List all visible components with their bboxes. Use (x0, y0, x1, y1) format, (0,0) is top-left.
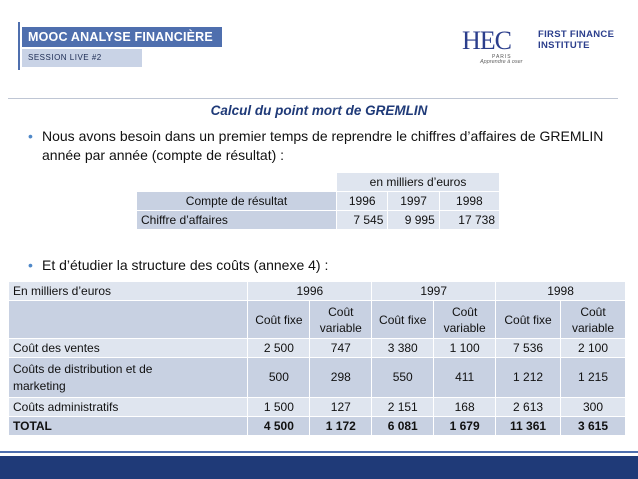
revenue-empty-cell (137, 173, 337, 192)
row-label-total: TOTAL (9, 417, 248, 436)
revenue-value-1997: 9 995 (388, 211, 439, 230)
footer-bar (0, 456, 638, 479)
costs-fixed-1998: Coût fixe (496, 301, 561, 339)
revenue-unit-cell: en milliers d’euros (337, 173, 500, 192)
costs-variable-1998-line1: Coût (580, 304, 606, 319)
cell-value: 300 (561, 398, 626, 417)
row-label-distribution-marketing (9, 358, 248, 398)
logo-ffi-line2: INSTITUTE (538, 40, 590, 51)
row-label-distribution-line1: Coûts de distribution et de (13, 361, 153, 376)
costs-year-1996: 1996 (248, 282, 372, 301)
cell-value: 1 679 (434, 417, 496, 436)
revenue-value-1996: 7 545 (337, 211, 388, 230)
slide-header (0, 0, 638, 80)
costs-variable-1997-line1: Coût (451, 304, 478, 319)
header-divider (8, 98, 618, 99)
costs-unit-cell: En milliers d’euros (9, 282, 248, 301)
revenue-year-1998: 1998 (439, 192, 499, 211)
logo-ffi-line1: FIRST FINANCE (538, 29, 615, 40)
hec-ffi-logo (462, 26, 622, 70)
costs-variable-1998-line2: variable (571, 320, 615, 335)
table-row-total (9, 417, 626, 436)
costs-variable-1996 (310, 301, 372, 339)
bullet-dot-icon: • (28, 128, 33, 144)
cell-value: 3 380 (372, 339, 434, 358)
row-label-cost-of-sales: Coût des ventes (9, 339, 248, 358)
cell-value: 550 (372, 358, 434, 398)
table-row (9, 398, 626, 417)
bullet-revenue (28, 127, 622, 165)
footer-accent-line (0, 451, 638, 453)
revenue-year-1996: 1996 (337, 192, 388, 211)
row-label-admin-costs: Coûts administratifs (9, 398, 248, 417)
bullet-revenue-text: Nous avons besoin dans un premier temps de reprendre le chiffres d’affaires de GREMLIN année par année (compte de résultat) : (42, 128, 604, 163)
costs-variable-1996-line2: variable (319, 320, 362, 335)
row-label-distribution-line2: marketing (13, 378, 66, 393)
cell-value: 411 (434, 358, 496, 398)
header-accent-rule (18, 22, 20, 70)
revenue-row-label: Chiffre d’affaires (137, 211, 337, 230)
costs-variable-1996-line1: Coût (328, 304, 354, 319)
cell-value: 127 (310, 398, 372, 417)
costs-year-row (9, 282, 626, 301)
cell-value: 2 613 (496, 398, 561, 417)
revenue-year-1997: 1997 (388, 192, 439, 211)
cell-value: 2 500 (248, 339, 310, 358)
logo-tagline: Apprendre à oser (480, 59, 523, 65)
cell-value: 2 100 (561, 339, 626, 358)
revenue-table (136, 172, 500, 230)
slide-title: Calcul du point mort de GREMLIN (210, 103, 428, 118)
costs-year-1997: 1997 (372, 282, 496, 301)
revenue-unit-row (137, 173, 500, 192)
cell-value: 1 212 (496, 358, 561, 398)
cell-value: 500 (248, 358, 310, 398)
cell-value: 1 100 (434, 339, 496, 358)
table-row (9, 358, 626, 398)
costs-table (8, 281, 626, 436)
cell-value: 298 (310, 358, 372, 398)
costs-fixed-1997: Coût fixe (372, 301, 434, 339)
revenue-header-row (137, 192, 500, 211)
logo-paris-text: PARIS (492, 54, 512, 60)
course-title: MOOC ANALYSE FINANCIÈRE (22, 27, 222, 47)
bullet-costs (28, 256, 602, 275)
bullet-dot-icon: • (28, 257, 33, 273)
costs-fixed-1996: Coût fixe (248, 301, 310, 339)
cell-value: 1 215 (561, 358, 626, 398)
cell-value: 168 (434, 398, 496, 417)
cell-value: 3 615 (561, 417, 626, 436)
table-row (9, 339, 626, 358)
revenue-data-row (137, 211, 500, 230)
cell-value: 1 172 (310, 417, 372, 436)
session-label: SESSION LIVE #2 (22, 49, 142, 67)
cell-value: 11 361 (496, 417, 561, 436)
logo-hec-text: HEC (462, 26, 511, 55)
cell-value: 6 081 (372, 417, 434, 436)
cell-value: 7 536 (496, 339, 561, 358)
costs-subheader-row (9, 301, 626, 339)
cell-value: 747 (310, 339, 372, 358)
costs-year-1998: 1998 (496, 282, 626, 301)
costs-subheader-empty (9, 301, 248, 339)
cell-value: 4 500 (248, 417, 310, 436)
costs-variable-1997 (434, 301, 496, 339)
logo-ffi-text (538, 29, 614, 51)
cell-value: 1 500 (248, 398, 310, 417)
bullet-costs-text: Et d’étudier la structure des coûts (annexe 4) : (42, 257, 329, 273)
costs-variable-1997-line2: variable (443, 320, 486, 335)
costs-variable-1998 (561, 301, 626, 339)
revenue-value-1998: 17 738 (439, 211, 499, 230)
revenue-header-label: Compte de résultat (137, 192, 337, 211)
cell-value: 2 151 (372, 398, 434, 417)
